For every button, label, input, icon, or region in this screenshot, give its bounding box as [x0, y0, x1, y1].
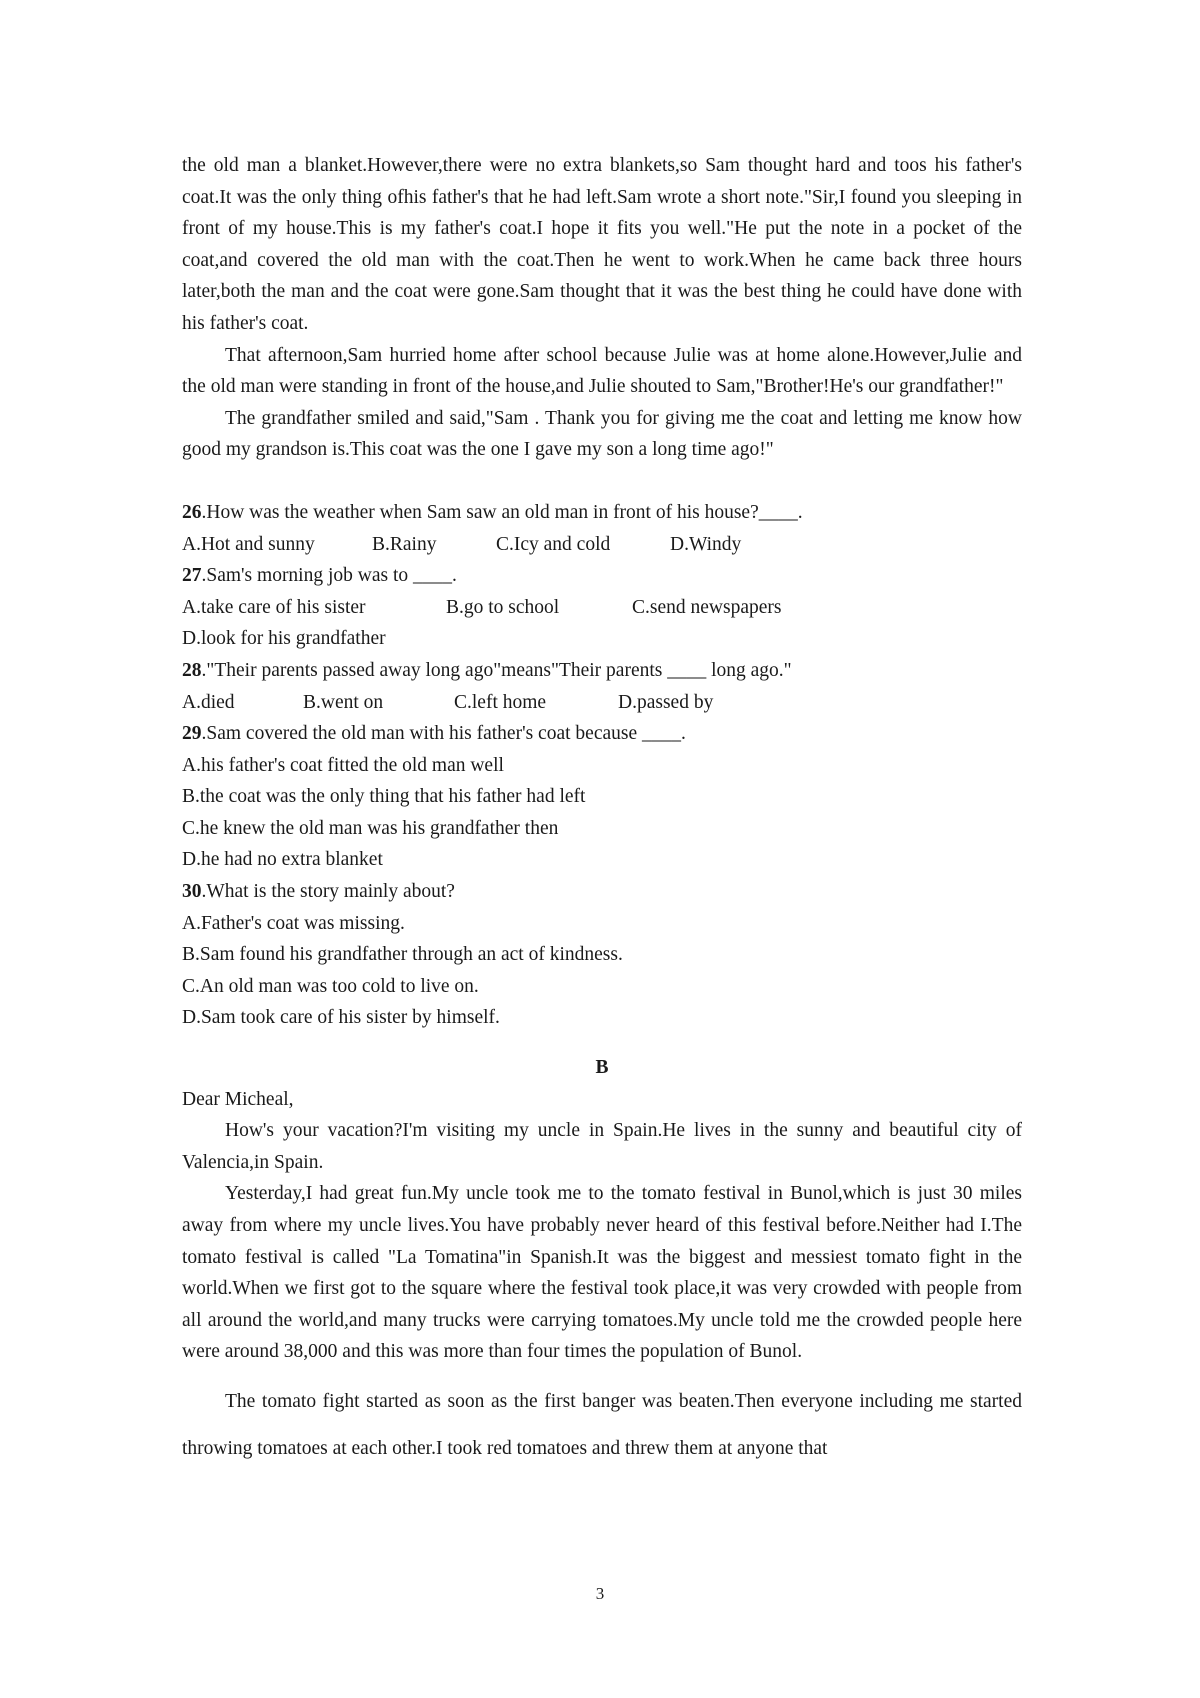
- passage-a-paragraph-2: That afternoon,Sam hurried home after school because Julie was at home alone.However,Julie and the old man were standing in front of the house,and Julie shouted to Sam,"Brother!He's our grandfather!": [182, 344, 1022, 398]
- question-28-options: [182, 687, 1022, 719]
- option-a: A.take care of his sister: [182, 596, 366, 618]
- option-a: A.Father's coat was missing.: [182, 912, 405, 934]
- passage-b-paragraph-2: Yesterday,I had great fun.My uncle took me to the tomato festival in Bunol,which is just 30 miles away from where my uncle lives.You have probably never heard of this festival before.Neither had I.The tomato festival is called "La Tomatina"in Spanish.It was the biggest and messiest tomato fight in the world.When we first got to the square where the festival took place,it was very crowded with people from all around the world,and many trucks were carrying tomatoes.My uncle told me the crowded people here were around 38,000 and this was more than four times the population of Bunol.: [182, 1183, 1022, 1363]
- passage-b-paragraph-3: The tomato fight started as soon as the first banger was beaten.Then everyone including me started throwing tomatoes at each other.I took red tomatoes and threw them at anyone that: [182, 1390, 1022, 1459]
- question-30: [182, 876, 1022, 908]
- letter-greeting: Dear Micheal,: [182, 1088, 294, 1110]
- question-27: [182, 560, 1022, 592]
- question-text: .Sam's morning job was to ____.: [201, 565, 457, 587]
- question-27-options: [182, 592, 1022, 624]
- question-text: .What is the story mainly about?: [201, 881, 455, 903]
- section-heading: B: [595, 1057, 609, 1079]
- passage-a-paragraph-3: The grandfather smiled and said,"Sam . Thank you for giving me the coat and letting me know how good my grandson is.This coat was the one I gave my son a long time ago!": [182, 407, 1022, 461]
- option-a: A.Hot and sunny: [182, 533, 315, 555]
- page-content: [182, 150, 1022, 1472]
- passage-a-paragraph-1: the old man a blanket.However,there were no extra blankets,so Sam thought hard and toos his father's coat.It was the only thing ofhis father's that he had left.Sam wrote a short note."Sir,I found you sleeping in front of my house.This is my father's coat.I hope it fits you well."He put the note in a pocket of the coat,and covered the old man with the coat.Then he went to work.When he came back three hours later,both the man and the coat were gone.Sam thought that it was the best thing he could have done with his father's coat.: [182, 155, 1022, 334]
- page-number: 3: [595, 1584, 605, 1603]
- option-a: A.his father's coat fitted the old man well: [182, 754, 504, 776]
- option-b: B.go to school: [446, 596, 560, 618]
- question-number: 28: [182, 659, 202, 681]
- option-d: D.Sam took care of his sister by himself.: [182, 1007, 500, 1029]
- option-d: D.look for his grandfather: [182, 628, 386, 650]
- question-text: .Sam covered the old man with his father's coat because ____.: [201, 723, 686, 745]
- question-number: 26: [182, 501, 202, 523]
- option-c: C.An old man was too cold to live on.: [182, 975, 479, 997]
- passage-b-paragraph-1: How's your vacation?I'm visiting my uncle in Spain.He lives in the sunny and beautiful city of Valencia,in Spain.: [182, 1120, 1022, 1173]
- option-d: D.Windy: [670, 533, 742, 555]
- question-29: [182, 718, 1022, 750]
- option-d: D.he had no extra blanket: [182, 849, 383, 871]
- question-number: 29: [182, 723, 202, 745]
- option-b: B.Rainy: [372, 533, 437, 555]
- option-c: C.send newspapers: [632, 596, 782, 618]
- question-text: .How was the weather when Sam saw an old man in front of his house?____.: [201, 501, 803, 523]
- option-d: D.passed by: [618, 691, 714, 713]
- question-number: 27: [182, 565, 202, 587]
- question-26: [182, 497, 1022, 529]
- option-c: C.he knew the old man was his grandfather then: [182, 817, 559, 839]
- option-a: A.died: [182, 691, 235, 713]
- option-c: C.left home: [454, 691, 547, 713]
- question-26-options: [182, 529, 1022, 561]
- option-c: C.Icy and cold: [496, 533, 611, 555]
- option-b: B.Sam found his grandfather through an act of kindness.: [182, 944, 623, 966]
- option-b: B.the coat was the only thing that his father had left: [182, 786, 586, 808]
- question-text: ."Their parents passed away long ago"means"Their parents ____ long ago.": [201, 659, 792, 681]
- question-28: [182, 655, 1022, 687]
- option-b: B.went on: [303, 691, 384, 713]
- question-number: 30: [182, 881, 202, 903]
